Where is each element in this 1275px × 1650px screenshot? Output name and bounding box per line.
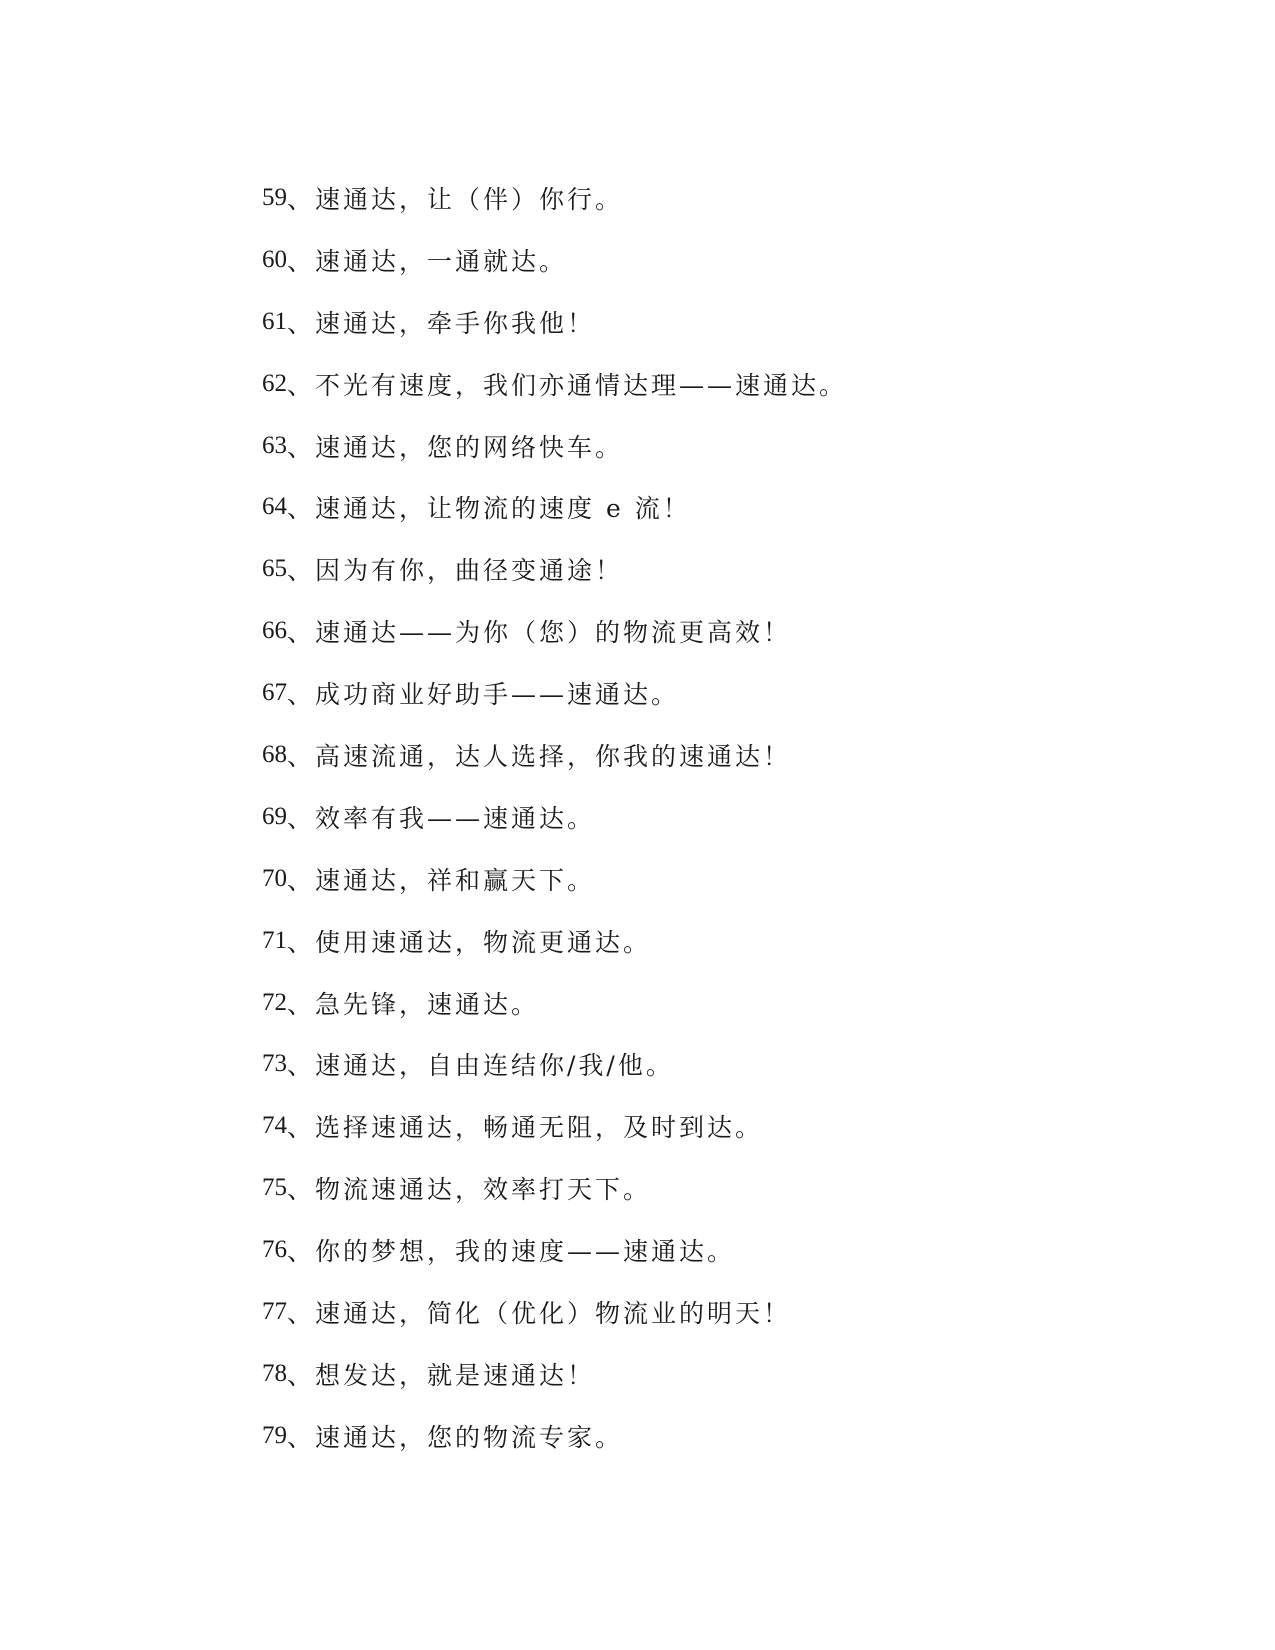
item-number: 67	[262, 679, 287, 707]
list-item	[262, 848, 1202, 910]
item-text: 、速通达，牵手你我他！	[287, 308, 596, 338]
list-item	[262, 167, 1202, 229]
item-number: 77	[262, 1297, 287, 1325]
item-text: 、速通达，让（伴）你行。	[287, 184, 624, 214]
item-text: 、选择速通达，畅通无阻，及时到达。	[287, 1113, 764, 1143]
item-text: 、速通达，您的物流专家。	[287, 1422, 624, 1452]
item-text: 、速通达，让物流的速度 e 流！	[287, 494, 691, 524]
item-text: 、急先锋，速通达。	[287, 989, 540, 1019]
list-item	[262, 910, 1202, 972]
item-number: 70	[262, 864, 287, 892]
list-item	[262, 1343, 1202, 1405]
item-number: 62	[262, 369, 287, 397]
item-number: 71	[262, 926, 287, 954]
list-item	[262, 662, 1202, 724]
item-text: 、效率有我——速通达。	[287, 803, 596, 833]
item-text: 、速通达，一通就达。	[287, 246, 568, 276]
item-number: 78	[262, 1359, 287, 1387]
item-text: 、高速流通，达人选择，你我的速通达！	[287, 741, 792, 771]
item-number: 79	[262, 1421, 287, 1449]
item-text: 、使用速通达，物流更通达。	[287, 927, 652, 957]
item-number: 60	[262, 245, 287, 273]
item-text: 、你的梦想，我的速度——速通达。	[287, 1237, 736, 1267]
item-number: 63	[262, 431, 287, 459]
list-item	[262, 1033, 1202, 1095]
item-text: 、速通达，简化（优化）物流业的明天！	[287, 1298, 792, 1328]
list-item	[262, 1281, 1202, 1343]
item-number: 69	[262, 802, 287, 830]
item-number: 66	[262, 617, 287, 645]
item-number: 65	[262, 555, 287, 583]
slogan-list	[262, 167, 1202, 1467]
item-text: 、速通达——为你（您）的物流更高效！	[287, 618, 792, 648]
list-item	[262, 600, 1202, 662]
item-number: 75	[262, 1174, 287, 1202]
list-item	[262, 724, 1202, 786]
item-number: 61	[262, 307, 287, 335]
item-number: 59	[262, 183, 287, 211]
item-number: 74	[262, 1112, 287, 1140]
item-text: 、想发达，就是速通达！	[287, 1360, 596, 1390]
item-text: 、速通达，祥和赢天下。	[287, 865, 596, 895]
item-text: 、成功商业好助手——速通达。	[287, 680, 680, 710]
list-item	[262, 415, 1202, 477]
list-item	[262, 1405, 1202, 1467]
item-text: 、速通达，您的网络快车。	[287, 432, 624, 462]
item-text: 、因为有你，曲径变通途！	[287, 556, 624, 586]
item-number: 68	[262, 740, 287, 768]
item-text: 、物流速通达，效率打天下。	[287, 1175, 652, 1205]
list-item	[262, 353, 1202, 415]
list-item	[262, 229, 1202, 291]
item-text: 、不光有速度，我们亦通情达理——速通达。	[287, 370, 848, 400]
list-item	[262, 786, 1202, 848]
list-item	[262, 538, 1202, 600]
list-item	[262, 476, 1202, 538]
item-number: 76	[262, 1236, 287, 1264]
list-item	[262, 972, 1202, 1034]
list-item	[262, 1095, 1202, 1157]
list-item	[262, 1219, 1202, 1281]
item-number: 64	[262, 493, 287, 521]
item-text: 、速通达，自由连结你/我/他。	[287, 1051, 674, 1081]
list-item	[262, 1157, 1202, 1219]
list-item	[262, 291, 1202, 353]
item-number: 72	[262, 988, 287, 1016]
item-number: 73	[262, 1050, 287, 1078]
